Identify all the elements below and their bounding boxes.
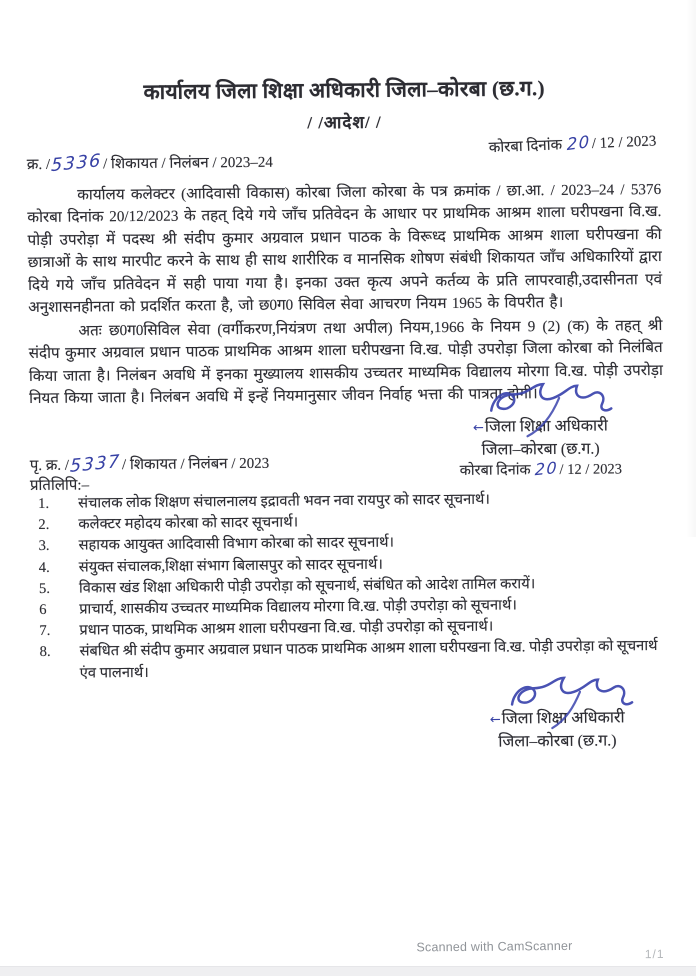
- reference-suffix: / शिकायत / निलंबन / 2023–24: [103, 154, 273, 173]
- copies-label: प्रतिलिपि:–: [29, 477, 90, 495]
- handwritten-signature-day: 20: [534, 457, 559, 480]
- signature-block-1: [427, 393, 654, 483]
- handwritten-endorsement-number: 5337: [69, 451, 122, 477]
- handwritten-day: 20: [567, 131, 592, 155]
- copy-text: प्राचार्य, शासकीय उच्चतर माध्यमिक विद्यालय मोरगा वि.ख. पोड़ी उपरोड़ा को सूचनार्थ।: [79, 597, 517, 618]
- signature-date-line: [428, 459, 654, 483]
- signature-date-prefix: कोरबा दिनांक: [459, 462, 535, 479]
- signatory-designation: ←जिला शिक्षा अधिकारी: [472, 417, 608, 436]
- signature-date-rest: / 12 / 2023: [559, 461, 623, 478]
- signatory-district: जिला–कोरबा (छ.ग.): [498, 731, 617, 751]
- signatory-district: जिला–कोरबा (छ.ग.): [481, 440, 600, 459]
- copy-row: [31, 636, 669, 685]
- copy-number: 1.: [38, 495, 50, 512]
- endorsement-prefix: पृ. क्र. /: [29, 457, 70, 475]
- office-title: कार्यालय जिला शिक्षा अधिकारी जिला–कोरबा (छ.ग.): [143, 76, 545, 104]
- handwritten-reference-number: 5336: [50, 151, 103, 177]
- copy-number: 3.: [38, 538, 50, 555]
- copy-number: 6: [39, 601, 47, 618]
- copy-number: 7.: [39, 623, 51, 640]
- page-indicator: 1/1: [644, 946, 665, 962]
- order-heading: / /आदेश/ /: [307, 112, 382, 133]
- copy-number: 8.: [39, 644, 51, 661]
- copy-number: 2.: [38, 517, 50, 534]
- copies-list: [30, 488, 670, 685]
- pen-tick-mark: ←: [489, 712, 501, 728]
- bottom-ui-band: [0, 966, 696, 976]
- pen-tick-mark: ←: [472, 420, 484, 436]
- copy-text: संबधित श्री संदीप कुमार अग्रवाल प्रधान पाठक प्राथमिक आश्रम शाला घरीपखना वि.ख. पोड़ी उपरोड़ा को सूचनार्थ एंव पालनार्थ।: [79, 638, 658, 682]
- issue-date-prefix: कोरबा दिनांक: [488, 137, 567, 157]
- body-paragraph-1: कार्यालय कलेक्टर (आदिवासी विकास) कोरबा जिला कोरबा के पत्र क्रमांक / छा.आ. / 2023–24 / 5376 कोरबा दिनांक 20/12/2023 के तहत् दिये गये जाँच प्रतिवेदन के आधार पर प्राथमिक आश्रम शाला घरीपखना वि.ख. पोड़ी उपरोड़ा में पदस्थ श्री संदीप कुमार अग्रवाल प्रधान पाठक के विरूध्द प्राथमिक आश्रम शाला घरीपखना की छात्राओं के साथ मारपीट करने के साथ ही साथ शारीरिक व मानसिक शोषण संबंधी शिकायत जाँच अधिकारियों द्वारा दिये गये जाँच प्रतिवेदन में सही पाया गया है। इनका उक्त कृत्य अपने कर्तव्य के प्रति लापरवाही,उदासीनता एवं अनुशासनहीनता को प्रदर्शित करता है, जो छ0ग0 सिविल सेवा आचरण नियम 1965 के विपरीत है।: [27, 180, 663, 317]
- endorsement-suffix: / शिकायत / निलंबन / 2023: [121, 455, 270, 474]
- copy-text: विकास खंड शिक्षा अधिकारी पोड़ी उपरोड़ा को सूचनार्थ, संबंधित को आदेश तामिल करायें।: [78, 576, 536, 597]
- endorsement-number-line: [30, 453, 270, 475]
- reference-prefix: क्र. /: [26, 156, 51, 174]
- copy-number: 5.: [38, 580, 51, 597]
- copy-text: कलेक्टर महोदय कोरबा को सादर सूचनार्थ।: [78, 514, 299, 533]
- copy-text: संयुक्त संचालक,शिक्षा संभाग बिलासपुर को सादर सूचनार्थ।: [78, 556, 383, 576]
- body-paragraph-2: अतः छ0ग0सिविल सेवा (वर्गीकरण,नियंत्रण तथा अपील) नियम,1966 के नियम 9 (2) (क) के तहत् श्री संदीप कुमार अग्रवाल प्रधान पाठक प्राथमिक आश्रम शाला घरीपखना वि.ख. पोड़ी उपरोड़ा जिला कोरबा को निलंबित किया जाता है। निलंबन अवधि में इनका मुख्यालय शासकीय उच्चतर माध्यमिक विद्यालय मोरगा वि.ख. पोड़ी उपरोड़ा नियत किया जाता है। निलंबन अवधि में इन्हें नियमानुसार जीवन निर्वाह भत्ता की पात्रता होगी।: [28, 316, 663, 408]
- issue-date-rest: / 12 / 2023: [591, 133, 658, 153]
- reference-number-line: [26, 151, 273, 177]
- signature-block-2: [454, 679, 661, 753]
- copy-number: 4.: [38, 559, 50, 576]
- issue-date-line: [489, 130, 657, 157]
- copy-text: सहायक आयुक्त आदिवासी विभाग कोरबा को सादर सूचनार्थ।: [78, 534, 395, 554]
- camscanner-credit: Scanned with CamScanner: [416, 938, 573, 955]
- copy-text: संचालक लोक शिक्षण संचालनालय इद्रावती भवन नवा रायपुर को सादर सूचनार्थ।: [78, 491, 491, 512]
- copy-text: प्रधान पाठक, प्राथमिक आश्रम शाला घरीपखना वि.ख. पोड़ी उपरोड़ा को सूचनार्थ।: [79, 618, 494, 639]
- signatory-designation: ←जिला शिक्षा अधिकारी: [489, 709, 625, 728]
